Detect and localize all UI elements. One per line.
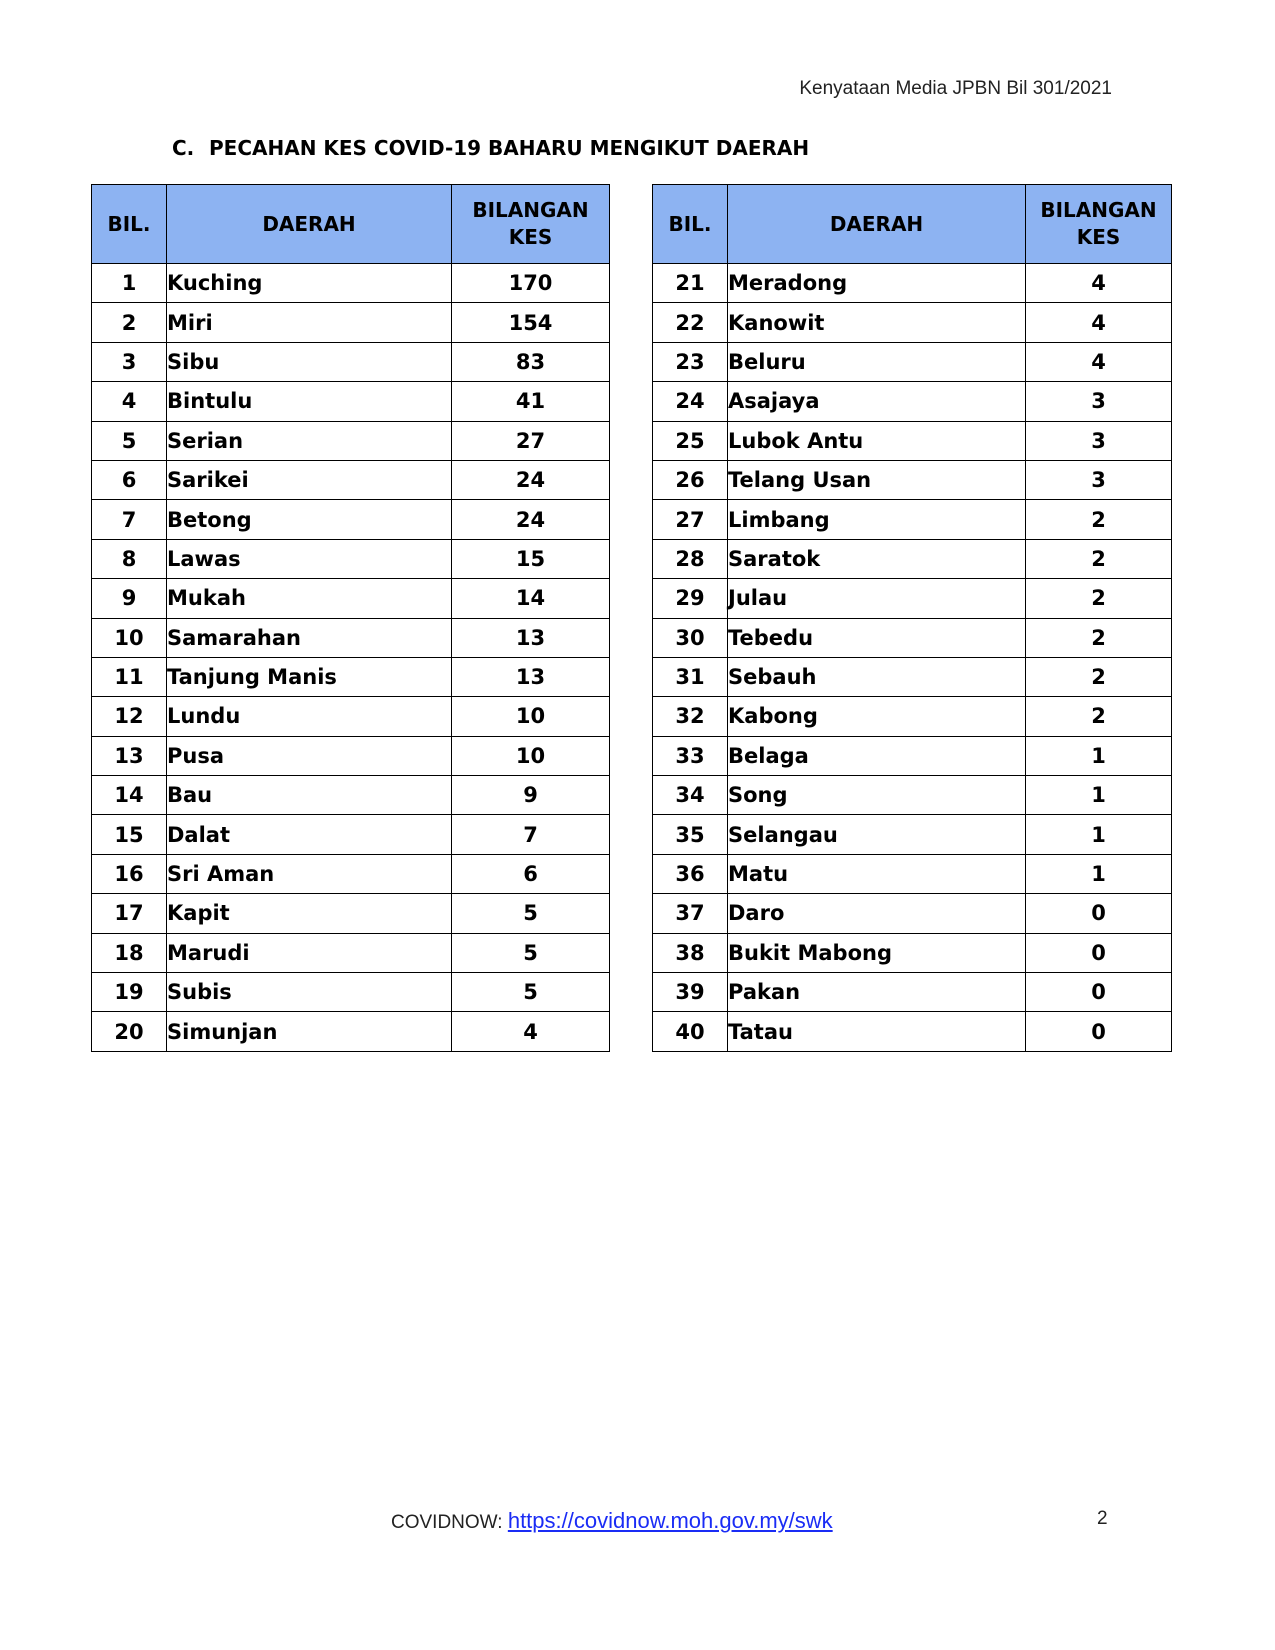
table-row bbox=[92, 539, 610, 578]
cell-daerah: Matu bbox=[728, 854, 1026, 893]
table-row bbox=[92, 303, 610, 342]
table-row bbox=[653, 460, 1172, 499]
cell-daerah: Samarahan bbox=[167, 618, 452, 657]
header-daerah: DAERAH bbox=[167, 185, 452, 264]
table-row bbox=[92, 697, 610, 736]
table-row bbox=[92, 815, 610, 854]
cell-kes: 3 bbox=[1026, 421, 1172, 460]
district-table-right bbox=[652, 184, 1172, 1052]
cell-bil: 34 bbox=[653, 776, 728, 815]
header-row bbox=[92, 185, 610, 264]
cell-bil: 14 bbox=[92, 776, 167, 815]
table-row bbox=[653, 973, 1172, 1012]
table-row bbox=[653, 933, 1172, 972]
table-row bbox=[653, 579, 1172, 618]
cell-bil: 30 bbox=[653, 618, 728, 657]
cell-bil: 22 bbox=[653, 303, 728, 342]
table-row bbox=[653, 697, 1172, 736]
cell-daerah: Tatau bbox=[728, 1012, 1026, 1051]
cell-bil: 26 bbox=[653, 460, 728, 499]
covidnow-link[interactable]: https://covidnow.moh.gov.my/swk bbox=[507, 1508, 833, 1533]
cell-daerah: Pakan bbox=[728, 973, 1026, 1012]
cell-kes: 2 bbox=[1026, 579, 1172, 618]
cell-daerah: Kuching bbox=[167, 264, 452, 303]
cell-kes: 9 bbox=[452, 776, 610, 815]
cell-kes: 154 bbox=[452, 303, 610, 342]
cell-daerah: Mukah bbox=[167, 579, 452, 618]
cell-daerah: Telang Usan bbox=[728, 460, 1026, 499]
cell-kes: 2 bbox=[1026, 500, 1172, 539]
table-row bbox=[653, 264, 1172, 303]
cell-bil: 28 bbox=[653, 539, 728, 578]
cell-daerah: Lubok Antu bbox=[728, 421, 1026, 460]
cell-daerah: Sarikei bbox=[167, 460, 452, 499]
cell-kes: 15 bbox=[452, 539, 610, 578]
footer-label: COVIDNOW: bbox=[391, 1512, 503, 1533]
cell-bil: 2 bbox=[92, 303, 167, 342]
cell-daerah: Asajaya bbox=[728, 382, 1026, 421]
cell-daerah: Meradong bbox=[728, 264, 1026, 303]
cell-bil: 5 bbox=[92, 421, 167, 460]
table-row bbox=[92, 382, 610, 421]
cell-kes: 5 bbox=[452, 894, 610, 933]
cell-daerah: Marudi bbox=[167, 933, 452, 972]
table-row bbox=[92, 579, 610, 618]
cell-kes: 6 bbox=[452, 854, 610, 893]
cell-daerah: Lundu bbox=[167, 697, 452, 736]
table-row bbox=[92, 264, 610, 303]
cell-bil: 24 bbox=[653, 382, 728, 421]
cell-bil: 15 bbox=[92, 815, 167, 854]
cell-daerah: Sibu bbox=[167, 342, 452, 381]
cell-bil: 12 bbox=[92, 697, 167, 736]
cell-kes: 13 bbox=[452, 618, 610, 657]
table-row bbox=[653, 854, 1172, 893]
cell-bil: 38 bbox=[653, 933, 728, 972]
table-row bbox=[92, 736, 610, 775]
table-row bbox=[653, 303, 1172, 342]
table-body-right bbox=[653, 264, 1172, 1052]
cell-daerah: Dalat bbox=[167, 815, 452, 854]
cell-bil: 23 bbox=[653, 342, 728, 381]
cell-kes: 2 bbox=[1026, 657, 1172, 696]
table-row bbox=[653, 539, 1172, 578]
cell-daerah: Song bbox=[728, 776, 1026, 815]
cell-kes: 24 bbox=[452, 500, 610, 539]
cell-daerah: Tebedu bbox=[728, 618, 1026, 657]
cell-daerah: Betong bbox=[167, 500, 452, 539]
cell-kes: 4 bbox=[1026, 303, 1172, 342]
table-row bbox=[653, 421, 1172, 460]
cell-kes: 1 bbox=[1026, 736, 1172, 775]
cell-kes: 4 bbox=[452, 1012, 610, 1051]
cell-daerah: Beluru bbox=[728, 342, 1026, 381]
table-row bbox=[92, 657, 610, 696]
section-title-text: PECAHAN KES COVID-19 BAHARU MENGIKUT DAERAH bbox=[209, 136, 810, 160]
cell-kes: 27 bbox=[452, 421, 610, 460]
cell-bil: 17 bbox=[92, 894, 167, 933]
cell-daerah: Sri Aman bbox=[167, 854, 452, 893]
cell-daerah: Miri bbox=[167, 303, 452, 342]
table-row bbox=[653, 500, 1172, 539]
header-kes-line1: BILANGAN bbox=[1040, 198, 1157, 222]
cell-kes: 13 bbox=[452, 657, 610, 696]
cell-daerah: Simunjan bbox=[167, 1012, 452, 1051]
cell-kes: 0 bbox=[1026, 894, 1172, 933]
cell-kes: 5 bbox=[452, 933, 610, 972]
section-letter: C. bbox=[172, 136, 195, 160]
cell-kes: 83 bbox=[452, 342, 610, 381]
table-row bbox=[92, 894, 610, 933]
cell-kes: 4 bbox=[1026, 264, 1172, 303]
cell-kes: 7 bbox=[452, 815, 610, 854]
cell-bil: 9 bbox=[92, 579, 167, 618]
cell-bil: 20 bbox=[92, 1012, 167, 1051]
cell-kes: 170 bbox=[452, 264, 610, 303]
table-row bbox=[653, 736, 1172, 775]
cell-kes: 14 bbox=[452, 579, 610, 618]
cell-kes: 24 bbox=[452, 460, 610, 499]
table-row bbox=[92, 973, 610, 1012]
table-row bbox=[92, 933, 610, 972]
cell-bil: 27 bbox=[653, 500, 728, 539]
cell-kes: 1 bbox=[1026, 815, 1172, 854]
page-number: 2 bbox=[1097, 1508, 1108, 1529]
footer bbox=[391, 1508, 833, 1534]
cell-daerah: Tanjung Manis bbox=[167, 657, 452, 696]
cell-bil: 13 bbox=[92, 736, 167, 775]
header-kes-line1: BILANGAN bbox=[472, 198, 589, 222]
cell-kes: 1 bbox=[1026, 776, 1172, 815]
table-row bbox=[653, 776, 1172, 815]
cell-bil: 10 bbox=[92, 618, 167, 657]
table-row bbox=[92, 854, 610, 893]
cell-daerah: Kapit bbox=[167, 894, 452, 933]
table-row bbox=[653, 618, 1172, 657]
cell-kes: 2 bbox=[1026, 618, 1172, 657]
cell-daerah: Kanowit bbox=[728, 303, 1026, 342]
cell-bil: 21 bbox=[653, 264, 728, 303]
document-reference: Kenyataan Media JPBN Bil 301/2021 bbox=[799, 78, 1112, 99]
table-row bbox=[653, 342, 1172, 381]
cell-bil: 19 bbox=[92, 973, 167, 1012]
cell-kes: 41 bbox=[452, 382, 610, 421]
table-row bbox=[653, 657, 1172, 696]
header-bilangan-kes bbox=[452, 185, 610, 264]
cell-bil: 1 bbox=[92, 264, 167, 303]
cell-kes: 1 bbox=[1026, 854, 1172, 893]
table-row bbox=[92, 618, 610, 657]
table-row bbox=[92, 460, 610, 499]
cell-daerah: Kabong bbox=[728, 697, 1026, 736]
cell-kes: 0 bbox=[1026, 1012, 1172, 1051]
cell-bil: 29 bbox=[653, 579, 728, 618]
header-daerah: DAERAH bbox=[728, 185, 1026, 264]
cell-kes: 2 bbox=[1026, 697, 1172, 736]
cell-daerah: Julau bbox=[728, 579, 1026, 618]
table-row bbox=[653, 815, 1172, 854]
cell-daerah: Pusa bbox=[167, 736, 452, 775]
cell-bil: 8 bbox=[92, 539, 167, 578]
cell-daerah: Lawas bbox=[167, 539, 452, 578]
table-row bbox=[92, 342, 610, 381]
table-row bbox=[92, 776, 610, 815]
header-bil: BIL. bbox=[653, 185, 728, 264]
cell-bil: 33 bbox=[653, 736, 728, 775]
cell-kes: 4 bbox=[1026, 342, 1172, 381]
cell-bil: 6 bbox=[92, 460, 167, 499]
cell-bil: 11 bbox=[92, 657, 167, 696]
cell-bil: 35 bbox=[653, 815, 728, 854]
cell-bil: 25 bbox=[653, 421, 728, 460]
cell-kes: 3 bbox=[1026, 460, 1172, 499]
cell-bil: 40 bbox=[653, 1012, 728, 1051]
cell-kes: 3 bbox=[1026, 382, 1172, 421]
cell-bil: 36 bbox=[653, 854, 728, 893]
header-kes-line2: KES bbox=[1076, 225, 1121, 249]
cell-kes: 0 bbox=[1026, 973, 1172, 1012]
header-kes-line2: KES bbox=[508, 225, 553, 249]
table-row bbox=[653, 1012, 1172, 1051]
cell-daerah: Serian bbox=[167, 421, 452, 460]
table-row bbox=[92, 1012, 610, 1051]
cell-bil: 31 bbox=[653, 657, 728, 696]
cell-kes: 5 bbox=[452, 973, 610, 1012]
cell-bil: 16 bbox=[92, 854, 167, 893]
cell-bil: 32 bbox=[653, 697, 728, 736]
cell-bil: 4 bbox=[92, 382, 167, 421]
header-bilangan-kes bbox=[1026, 185, 1172, 264]
cell-daerah: Bau bbox=[167, 776, 452, 815]
cell-bil: 18 bbox=[92, 933, 167, 972]
cell-daerah: Subis bbox=[167, 973, 452, 1012]
table-row bbox=[653, 894, 1172, 933]
cell-bil: 7 bbox=[92, 500, 167, 539]
table-body-left bbox=[92, 264, 610, 1052]
cell-kes: 2 bbox=[1026, 539, 1172, 578]
cell-bil: 3 bbox=[92, 342, 167, 381]
cell-daerah: Daro bbox=[728, 894, 1026, 933]
cell-daerah: Sebauh bbox=[728, 657, 1026, 696]
cell-daerah: Limbang bbox=[728, 500, 1026, 539]
cell-daerah: Saratok bbox=[728, 539, 1026, 578]
cell-kes: 10 bbox=[452, 697, 610, 736]
cell-kes: 10 bbox=[452, 736, 610, 775]
header-row bbox=[653, 185, 1172, 264]
cell-daerah: Selangau bbox=[728, 815, 1026, 854]
cell-daerah: Belaga bbox=[728, 736, 1026, 775]
cell-bil: 37 bbox=[653, 894, 728, 933]
cell-daerah: Bukit Mabong bbox=[728, 933, 1026, 972]
cell-bil: 39 bbox=[653, 973, 728, 1012]
table-row bbox=[92, 500, 610, 539]
district-table-left bbox=[91, 184, 610, 1052]
cell-daerah: Bintulu bbox=[167, 382, 452, 421]
cell-kes: 0 bbox=[1026, 933, 1172, 972]
table-row bbox=[92, 421, 610, 460]
table-row bbox=[653, 382, 1172, 421]
header-bil: BIL. bbox=[92, 185, 167, 264]
section-title bbox=[172, 136, 809, 160]
